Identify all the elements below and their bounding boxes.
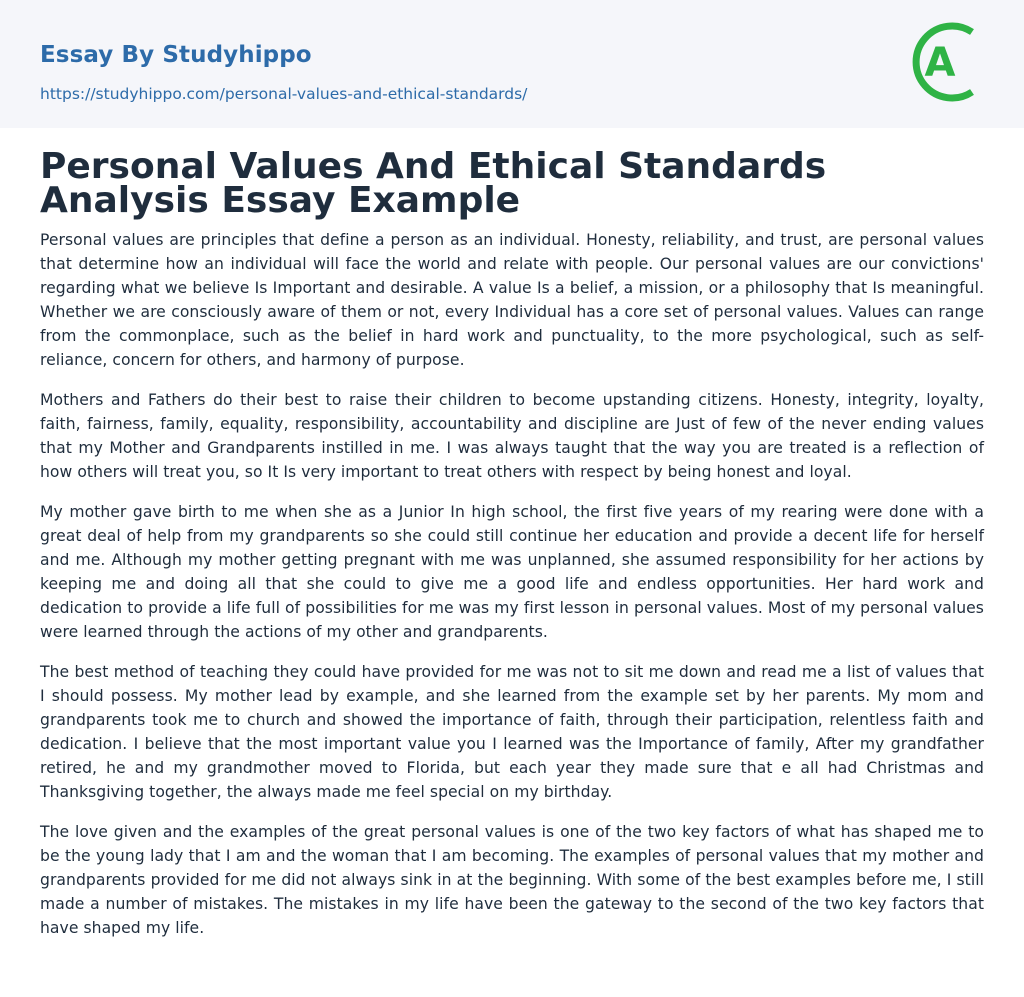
site-header — [0, 0, 1024, 128]
logo-letter: A — [924, 40, 956, 86]
studyhippo-logo-icon[interactable] — [910, 18, 988, 106]
paragraph: The love given and the examples of the great personal values is one of the two key factors of what has shaped me to be the young lady that I am and the woman that I am becoming. The examples of personal values that my mother and grandparents provided for me did not always sink in at the beginning. With some of the best examples before me, I still made a number of mistakes. The mistakes in my life have been the gateway to the second of the two key factors that have shaped my life. — [40, 823, 984, 937]
paragraph: My mother gave birth to me when she as a Junior In high school, the first five years of my rearing were done with a great deal of help from my grandparents so she could still continue her education and provide a decent life for herself and me. Although my mother getting pregnant with me was unplanned, she assumed responsibility for her actions by keeping me and doing all that she could to give me a good life and endless opportunities. Her hard work and dedication to provide a life full of possibilities for me was my first lesson in personal values. Most of my personal values were learned through the actions of my other and grandparents. — [40, 503, 984, 641]
site-brand[interactable]: Essay By Studyhippo — [40, 42, 312, 68]
paragraph: Mothers and Fathers do their best to raise their children to become upstanding citizens. Honesty, integrity, loyalty, faith, fairness, family, equality, responsibility, accountability and discipline are Just of few of the never ending values that my Mother and Grandparents instilled in me. I was always taught that the way you are treated is a reflection of how others will treat you, so It Is very important to treat others with respect by being honest and loyal. — [40, 391, 984, 481]
page-title: Personal Values And Ethical Standards Analysis Essay Example — [40, 146, 827, 221]
article-body — [40, 228, 984, 956]
paragraph: The best method of teaching they could have provided for me was not to sit me down and read me a list of values that I should possess. My mother lead by example, and she learned from the example set by her parents. My mom and grandparents took me to church and showed the importance of faith, through their participation, relentless faith and dedication. I believe that the most important value you I learned was the Importance of family, After my grandfather retired, he and my grandmother moved to Florida, but each year they made sure that e all had Christmas and Thanksgiving together, the always made me feel special on my birthday. — [40, 663, 984, 801]
page-url-link[interactable]: https://studyhippo.com/personal-values-and-ethical-standards/ — [40, 85, 528, 103]
paragraph: Personal values are principles that define a person as an individual. Honesty, reliability, and trust, are personal values that determine how an individual will face the world and relate with people. Our personal values are our convictions' regarding what we believe Is Important and desirable. A value Is a belief, a mission, or a philosophy that Is meaningful. Whether we are consciously aware of them or not, every Individual has a core set of personal values. Values can range from the commonplace, such as the belief in hard work and punctuality, to the more psychological, such as self-reliance, concern for others, and harmony of purpose. — [40, 231, 984, 369]
